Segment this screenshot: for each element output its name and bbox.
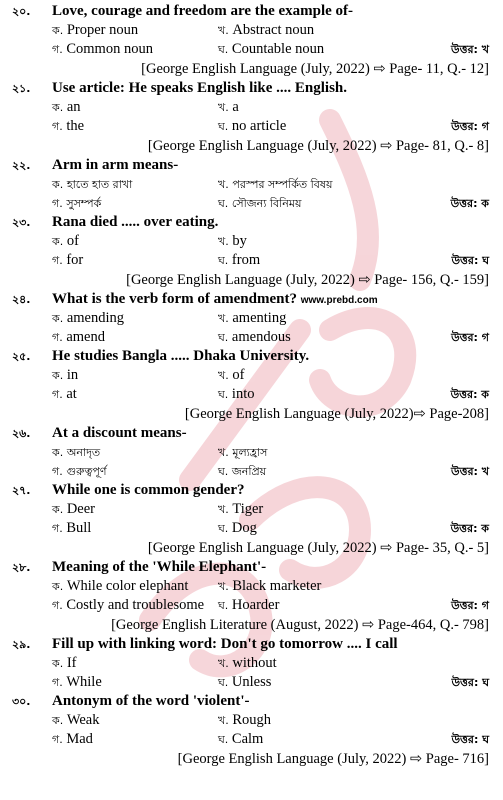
option: [218, 194, 301, 213]
option-letter: খ.: [218, 24, 229, 37]
option-text: a: [232, 99, 239, 115]
option: [52, 98, 81, 117]
option: [52, 673, 102, 692]
option-text: Common noun: [66, 41, 153, 57]
question-text: [52, 213, 218, 232]
answer-label: উত্তর: খ: [451, 43, 489, 56]
reference-text: [George English Literature (August, 2022) ⇨ Page-464, Q.- 798]: [111, 617, 489, 633]
question-text: [52, 2, 353, 21]
question-text-content: Rana died ..... over eating.: [52, 214, 219, 230]
reference-line: [0, 136, 503, 156]
option: [52, 366, 78, 385]
option-text: While color elephant: [66, 578, 189, 594]
question-block: [0, 481, 503, 558]
options-row: [0, 711, 503, 730]
option: [218, 500, 263, 519]
option: [218, 577, 321, 596]
option-text: মূল্যহ্রাস: [232, 446, 268, 459]
option-letter: ক.: [52, 369, 64, 382]
option-text: Bull: [66, 520, 92, 536]
question-block: [0, 692, 503, 769]
option-text: Hoarder: [231, 597, 280, 613]
option: [218, 730, 263, 749]
option: [52, 21, 138, 40]
option-letter: ক.: [52, 235, 64, 248]
answer-label: উত্তর: ক: [450, 388, 489, 401]
question-page: [0, 2, 503, 769]
reference-line: [0, 270, 503, 290]
option-text: গুরুত্বপূর্ণ: [66, 465, 107, 478]
option-text: অনাদৃত: [66, 446, 101, 459]
question-text-content: Use article: He speaks English like .... English.: [52, 80, 348, 96]
option-letter: গ.: [52, 120, 63, 133]
question-text: [52, 635, 398, 654]
question-text-content: While one is common gender?: [52, 482, 245, 498]
question-text-content: Meaning of the 'While Elephant'-: [52, 559, 267, 575]
options-row: [0, 251, 503, 270]
option-text: If: [66, 655, 77, 671]
option-text: Rough: [232, 712, 272, 728]
option: [218, 21, 314, 40]
question-block: [0, 558, 503, 635]
option-letter: ঘ.: [218, 331, 229, 344]
options-row: [0, 117, 503, 136]
reference-text: [George English Language (July, 2022) ⇨ Page- 156, Q.- 159]: [126, 272, 489, 288]
question-line: [0, 558, 503, 577]
option-letter: ঘ.: [218, 254, 229, 267]
option-letter: ক.: [52, 312, 64, 325]
option-text: Dog: [231, 520, 257, 536]
option: [52, 232, 79, 251]
question-text-content: Arm in arm means-: [52, 157, 179, 173]
option: [218, 328, 291, 347]
option: [218, 232, 247, 251]
question-text: [52, 290, 378, 310]
option-letter: ঘ.: [218, 676, 229, 689]
question-number: ২৪.: [12, 293, 31, 306]
question-text: [52, 347, 309, 366]
option-text: Deer: [66, 501, 95, 517]
answer-label: উত্তর: ক: [450, 522, 489, 535]
option-text: of: [232, 367, 245, 383]
option-text: amend: [66, 329, 105, 345]
answer-label: উত্তর: গ: [451, 599, 489, 612]
question-number: ৩০.: [12, 695, 31, 708]
options-row: [0, 194, 503, 213]
option-letter: খ.: [218, 178, 229, 191]
option: [218, 443, 267, 462]
question-line: [0, 347, 503, 366]
option-letter: খ.: [218, 369, 229, 382]
options-row: [0, 98, 503, 117]
question-number: ২৩.: [12, 216, 31, 229]
option-text: পরস্পর সম্পর্কিত বিষয়: [232, 178, 333, 191]
question-block: [0, 156, 503, 213]
option-text: Black marketer: [232, 578, 322, 594]
question-line: [0, 692, 503, 711]
question-block: [0, 290, 503, 347]
option-text: Costly and troublesome: [66, 597, 205, 613]
answer-label: উত্তর: ঘ: [451, 733, 489, 746]
option-letter: ঘ.: [218, 388, 229, 401]
option-text: an: [66, 99, 81, 115]
option-text: While: [66, 674, 102, 690]
option: [218, 462, 266, 481]
option: [52, 443, 100, 462]
options-row: [0, 500, 503, 519]
question-text-content: At a discount means-: [52, 425, 187, 441]
option-letter: গ.: [52, 676, 63, 689]
option-text: in: [66, 367, 79, 383]
option-letter: গ.: [52, 733, 63, 746]
option-text: from: [231, 252, 261, 268]
question-line: [0, 213, 503, 232]
options-row: [0, 21, 503, 40]
option-text: for: [66, 252, 84, 268]
question-block: [0, 635, 503, 692]
option-letter: গ.: [52, 197, 63, 210]
option-text: Mad: [66, 731, 93, 747]
option-letter: গ.: [52, 388, 63, 401]
options-row: [0, 366, 503, 385]
question-text: [52, 558, 266, 577]
option-letter: ঘ.: [218, 733, 229, 746]
option-letter: ক.: [52, 580, 64, 593]
option-text: into: [231, 386, 255, 402]
options-row: [0, 654, 503, 673]
option-letter: খ.: [218, 235, 229, 248]
question-number: ২৫.: [12, 350, 31, 363]
question-block: [0, 2, 503, 79]
option: [52, 40, 153, 59]
option: [52, 385, 77, 404]
option-text: by: [232, 233, 247, 249]
question-text: [52, 692, 250, 711]
option: [52, 500, 95, 519]
reference-line: [0, 538, 503, 558]
option-text: Abstract noun: [232, 22, 315, 38]
option-letter: ক.: [52, 24, 64, 37]
option: [218, 117, 286, 136]
option: [218, 654, 277, 673]
question-block: [0, 79, 503, 156]
option: [218, 309, 286, 328]
answer-label: উত্তর: ক: [450, 197, 489, 210]
question-number: ২৯.: [12, 638, 31, 651]
site-watermark-text: www.prebd.com: [300, 295, 378, 306]
reference-text: [George English Language (July, 2022) ⇨ Page- 716]: [177, 751, 489, 767]
option-letter: খ.: [218, 503, 229, 516]
option-letter: গ.: [52, 43, 63, 56]
option-text: no article: [231, 118, 287, 134]
reference-text: [George English Language (July, 2022) ⇨ Page- 81, Q.- 8]: [147, 138, 489, 154]
options-row: [0, 385, 503, 404]
question-number: ২০.: [12, 5, 31, 18]
options-row: [0, 596, 503, 615]
option: [218, 596, 279, 615]
question-line: [0, 290, 503, 309]
option-letter: ক.: [52, 657, 64, 670]
reference-line: [0, 59, 503, 79]
reference-text: [George English Language (July, 2022) ⇨ Page- 35, Q.- 5]: [147, 540, 489, 556]
option-text: at: [66, 386, 77, 402]
question-text-content: Fill up with linking word: Don't go tomorrow .... I call: [52, 636, 398, 652]
question-number: ২৬.: [12, 427, 31, 440]
option-text: amendous: [231, 329, 291, 345]
option-letter: খ.: [218, 714, 229, 727]
option-letter: খ.: [218, 657, 229, 670]
option-text: amending: [66, 310, 125, 326]
options-row: [0, 40, 503, 59]
options-row: [0, 673, 503, 692]
option-letter: গ.: [52, 599, 63, 612]
option: [218, 40, 324, 59]
option: [218, 519, 257, 538]
question-block: [0, 347, 503, 424]
question-text: [52, 481, 245, 500]
option: [52, 596, 204, 615]
reference-text: [George English Language (July, 2022) ⇨ Page- 11, Q.- 12]: [141, 61, 489, 77]
question-number: ২২.: [12, 159, 31, 172]
option: [218, 385, 254, 404]
option: [52, 654, 77, 673]
option-letter: গ.: [52, 254, 63, 267]
options-row: [0, 328, 503, 347]
options-row: [0, 730, 503, 749]
option-text: Tiger: [232, 501, 264, 517]
option: [52, 730, 93, 749]
question-text: [52, 424, 187, 443]
options-row: [0, 232, 503, 251]
option-letter: ক.: [52, 714, 64, 727]
option-letter: ঘ.: [218, 599, 229, 612]
option: [52, 175, 132, 194]
option-letter: ক.: [52, 178, 64, 191]
answer-label: উত্তর: ঘ: [451, 676, 489, 689]
option-text: সুসম্পর্ক: [66, 197, 102, 210]
question-text-content: Love, courage and freedom are the example of-: [52, 3, 354, 19]
option-text: Unless: [231, 674, 272, 690]
option: [218, 673, 271, 692]
options-row: [0, 309, 503, 328]
option-letter: খ.: [218, 312, 229, 325]
option-letter: ঘ.: [218, 522, 229, 535]
option-letter: গ.: [52, 522, 63, 535]
question-line: [0, 481, 503, 500]
option-text: Weak: [66, 712, 100, 728]
option-letter: খ.: [218, 580, 229, 593]
options-row: [0, 519, 503, 538]
question-block: [0, 424, 503, 481]
option-letter: ক.: [52, 446, 64, 459]
option-text: সৌজন্য বিনিময়: [231, 197, 302, 210]
option: [52, 711, 99, 730]
question-text-content: Antonym of the word 'violent'-: [52, 693, 250, 709]
options-row: [0, 443, 503, 462]
option: [52, 251, 83, 270]
answer-label: উত্তর: গ: [451, 331, 489, 344]
option: [52, 117, 84, 136]
option-letter: ঘ.: [218, 465, 229, 478]
question-number: ২৭.: [12, 484, 31, 497]
question-block: [0, 213, 503, 290]
question-line: [0, 635, 503, 654]
reference-line: [0, 749, 503, 769]
option: [52, 462, 106, 481]
option-text: amenting: [232, 310, 287, 326]
reference-text: [George English Language (July, 2022)⇨ Page-208]: [184, 406, 489, 422]
question-text-content: What is the verb form of amendment?: [52, 291, 297, 307]
answer-label: উত্তর: গ: [451, 120, 489, 133]
answer-label: উত্তর: ঘ: [451, 254, 489, 267]
options-row: [0, 462, 503, 481]
question-number: ২১.: [12, 82, 31, 95]
question-text: [52, 79, 347, 98]
option-letter: খ.: [218, 446, 229, 459]
question-line: [0, 156, 503, 175]
reference-line: [0, 404, 503, 424]
option-letter: ঘ.: [218, 43, 229, 56]
option: [52, 309, 124, 328]
question-line: [0, 424, 503, 443]
option: [218, 711, 271, 730]
question-text-content: He studies Bangla ..... Dhaka University.: [52, 348, 310, 364]
question-line: [0, 2, 503, 21]
option: [218, 98, 239, 117]
option: [52, 328, 105, 347]
option: [218, 251, 260, 270]
option: [52, 577, 188, 596]
options-row: [0, 577, 503, 596]
reference-line: [0, 615, 503, 635]
option-text: the: [66, 118, 85, 134]
option: [218, 366, 244, 385]
answer-label: উত্তর: খ: [451, 465, 489, 478]
option-text: without: [232, 655, 277, 671]
option-letter: ঘ.: [218, 120, 229, 133]
option: [52, 194, 101, 213]
question-text: [52, 156, 178, 175]
option-letter: ঘ.: [218, 197, 229, 210]
option: [52, 519, 91, 538]
option-letter: গ.: [52, 465, 63, 478]
options-row: [0, 175, 503, 194]
option-text: Proper noun: [66, 22, 139, 38]
option-text: Calm: [231, 731, 264, 747]
option-letter: খ.: [218, 101, 229, 114]
option-text: জনপ্রিয়: [231, 465, 267, 478]
option: [218, 175, 332, 194]
option-letter: ক.: [52, 101, 64, 114]
option-text: of: [66, 233, 79, 249]
option-text: Countable noun: [231, 41, 325, 57]
option-letter: ক.: [52, 503, 64, 516]
option-letter: গ.: [52, 331, 63, 344]
question-line: [0, 79, 503, 98]
option-text: হাতে হাত রাখা: [66, 178, 133, 191]
question-number: ২৮.: [12, 561, 31, 574]
